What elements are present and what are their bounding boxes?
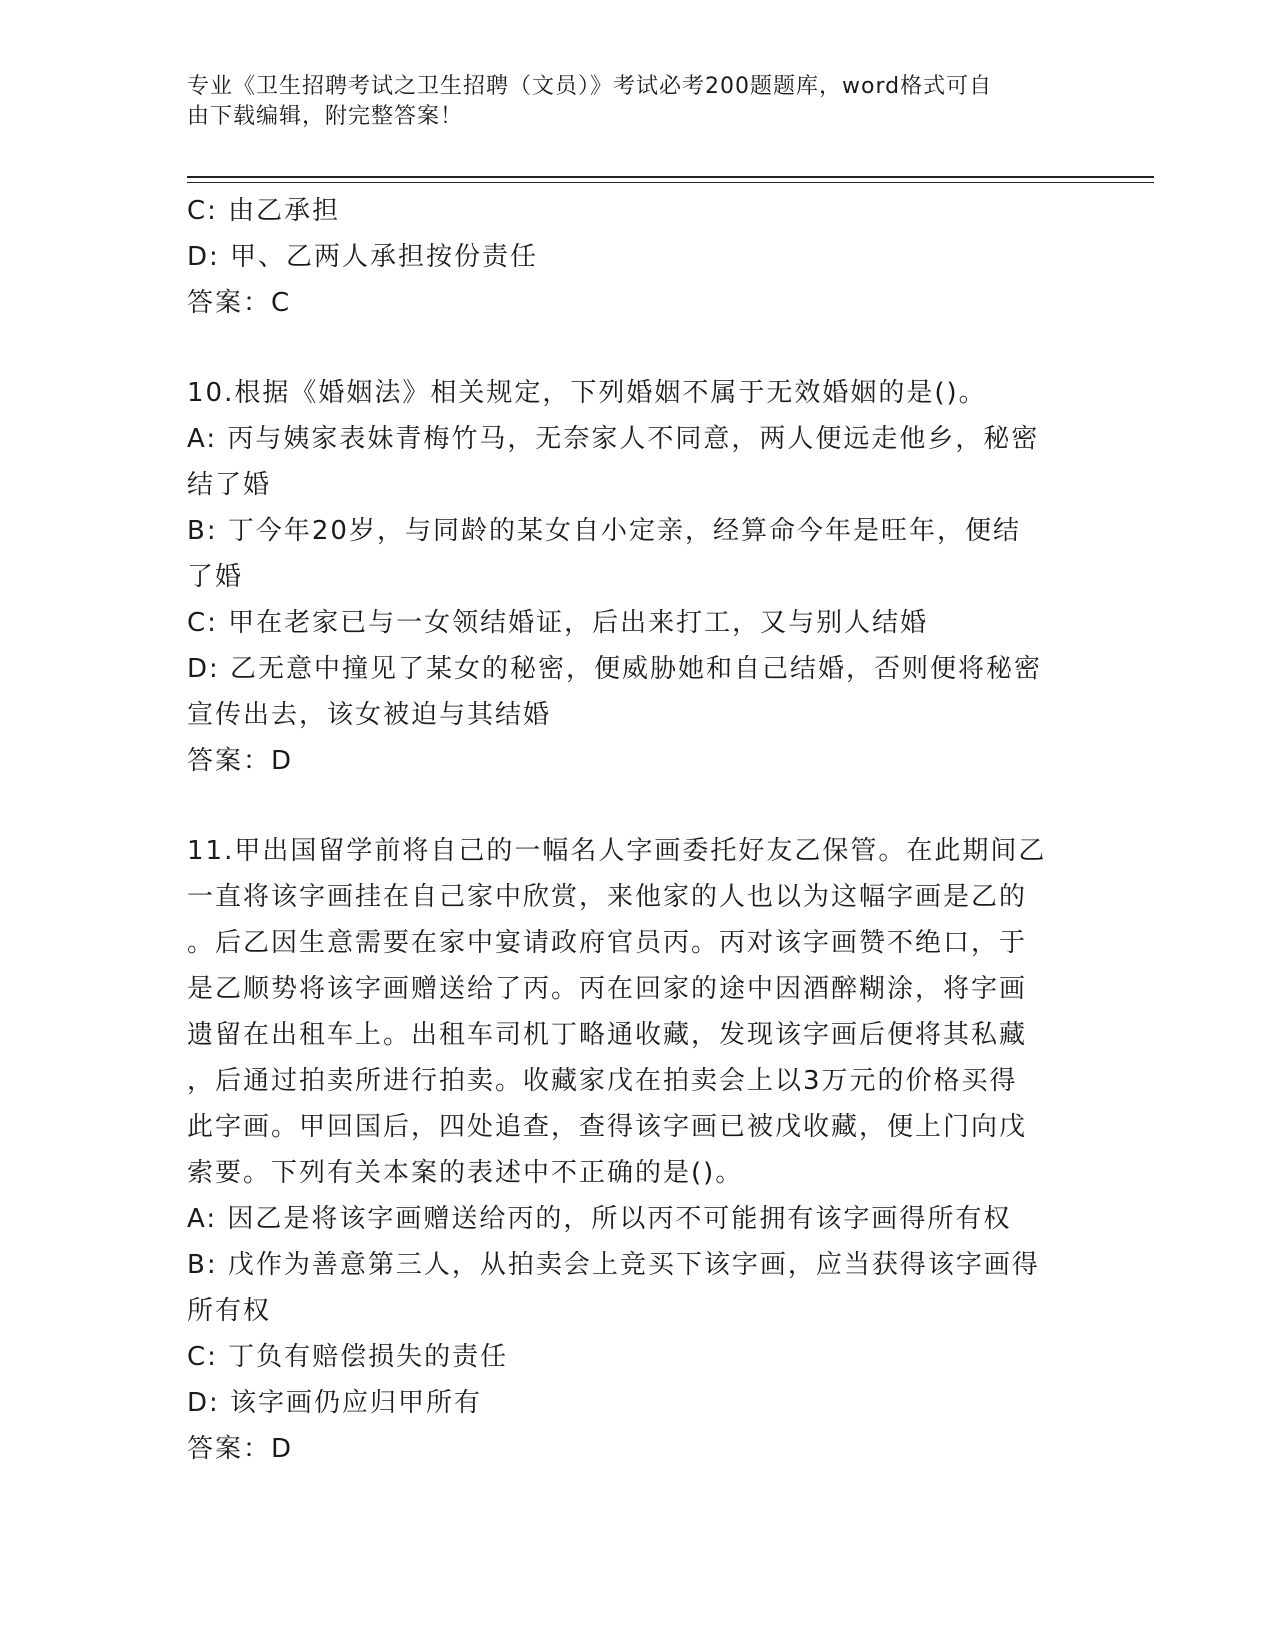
answer: 答案：D [187,1434,294,1464]
question-11 [187,828,1087,1472]
question-stem-cont: ，后通过拍卖所进行拍卖。收藏家戊在拍卖会上以3万元的价格买得 [187,1066,1018,1096]
question-stem: 11.甲出国留学前将自己的一幅名人字画委托好友乙保管。在此期间乙 [187,836,1047,866]
question-9-tail [187,188,1087,326]
question-stem-cont: 此字画。甲回国后，四处追查，查得该字画已被戊收藏，便上门向戊 [187,1112,1028,1142]
option-c: C: 甲在老家已与一女领结婚证，后出来打工，又与别人结婚 [187,608,929,638]
question-stem-cont: 索要。下列有关本案的表述中不正确的是()。 [187,1158,744,1188]
document-header [187,72,1067,132]
option-b: B: 丁今年20岁，与同龄的某女自小定亲，经算命今年是旺年，便结 [187,516,1021,546]
option-a: A: 因乙是将该字画赠送给丙的，所以丙不可能拥有该字画得所有权 [187,1204,1012,1234]
header-line-2: 由下载编辑，附完整答案！ [187,104,464,129]
question-stem-cont: 遗留在出租车上。出租车司机丁略通收藏，发现该字画后便将其私藏 [187,1020,1028,1050]
question-stem: 10.根据《婚姻法》相关规定，下列婚姻不属于无效婚姻的是()。 [187,378,987,408]
question-stem-cont: 是乙顺势将该字画赠送给了丙。丙在回家的途中因酒醉糊涂，将字画 [187,974,1028,1004]
spacer [187,326,1087,370]
answer: 答案：D [187,746,294,776]
option-d: D: 甲、乙两人承担按份责任 [187,242,539,272]
option-c: C: 丁负有赔偿损失的责任 [187,1342,509,1372]
option-b-cont: 所有权 [187,1296,272,1326]
header-divider-thick [187,176,1154,178]
option-b: B: 戊作为善意第三人，从拍卖会上竞买下该字画，应当获得该字画得 [187,1250,1040,1280]
spacer [187,784,1087,828]
option-c: C: 由乙承担 [187,196,341,226]
document-body [187,188,1087,1472]
answer: 答案：C [187,288,292,318]
option-a: A: 丙与姨家表妹青梅竹马，无奈家人不同意，两人便远走他乡，秘密 [187,424,1040,454]
question-stem-cont: 一直将该字画挂在自己家中欣赏，来他家的人也以为这幅字画是乙的 [187,882,1028,912]
option-d-cont: 宣传出去，该女被迫与其结婚 [187,700,552,730]
header-line-1: 专业《卫生招聘考试之卫生招聘（文员）》考试必考200题题库，word格式可自 [187,74,993,99]
option-a-cont: 结了婚 [187,470,272,500]
option-d: D: 乙无意中撞见了某女的秘密，便威胁她和自己结婚，否则便将秘密 [187,654,1043,684]
option-b-cont: 了婚 [187,562,244,592]
question-10 [187,370,1087,784]
question-stem-cont: 。后乙因生意需要在家中宴请政府官员丙。丙对该字画赞不绝口，于 [187,928,1028,958]
option-d: D: 该字画仍应归甲所有 [187,1388,483,1418]
header-divider-thin [187,182,1154,183]
